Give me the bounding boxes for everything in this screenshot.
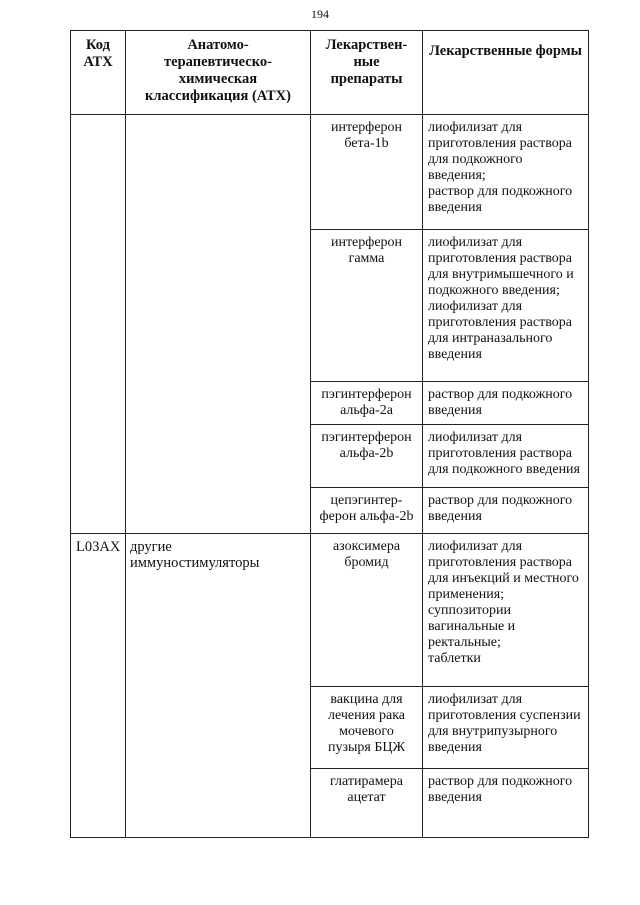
form-cell: лиофилизат для приготовления суспензии для внутрипузырного введения	[423, 686, 589, 768]
atx-code-cell	[71, 115, 126, 534]
header-forms: Лекарственные формы	[423, 31, 589, 115]
form-cell: раствор для подкожного введения	[423, 768, 589, 837]
drug-cell: пэгинтерферон альфа-2b	[311, 425, 423, 488]
header-code: Код АТХ	[71, 31, 126, 115]
drug-cell: интерферон гамма	[311, 230, 423, 382]
drug-cell: пэгинтерферон альфа-2а	[311, 382, 423, 425]
atx-code-cell: L03AX	[71, 533, 126, 837]
form-cell: лиофилизат для приготовления раствора для подкожного введения	[423, 425, 589, 488]
page-number: 194	[311, 7, 329, 21]
form-cell: раствор для подкожного введения	[423, 382, 589, 425]
header-drugs: Лекарствен-ные препараты	[311, 31, 423, 115]
form-cell: лиофилизат для приготовления раствора для внутримышечного и подкожного введения; лиофилизат для приготовления раствора для интраназального введения	[423, 230, 589, 382]
drug-cell: глатирамера ацетат	[311, 768, 423, 837]
classification-cell	[126, 115, 311, 534]
form-cell: раствор для подкожного введения	[423, 488, 589, 533]
drug-cell: интерферон бета-1b	[311, 115, 423, 230]
form-cell: лиофилизат для приготовления раствора для подкожного введения; раствор для подкожного введения	[423, 115, 589, 230]
drug-cell: азоксимера бромид	[311, 533, 423, 686]
classification-cell: другие иммуностимуляторы	[126, 533, 311, 837]
drug-cell: вакцина для лечения рака мочевого пузыря БЦЖ	[311, 686, 423, 768]
header-classification: Анатомо-терапевтическо-химическая классификация (АТХ)	[126, 31, 311, 115]
form-cell: лиофилизат для приготовления раствора для инъекций и местного применения; суппозитории вагинальные и ректальные; таблетки	[423, 533, 589, 686]
drug-cell: цепэгинтер- ферон альфа-2b	[311, 488, 423, 533]
atx-table	[70, 30, 589, 838]
